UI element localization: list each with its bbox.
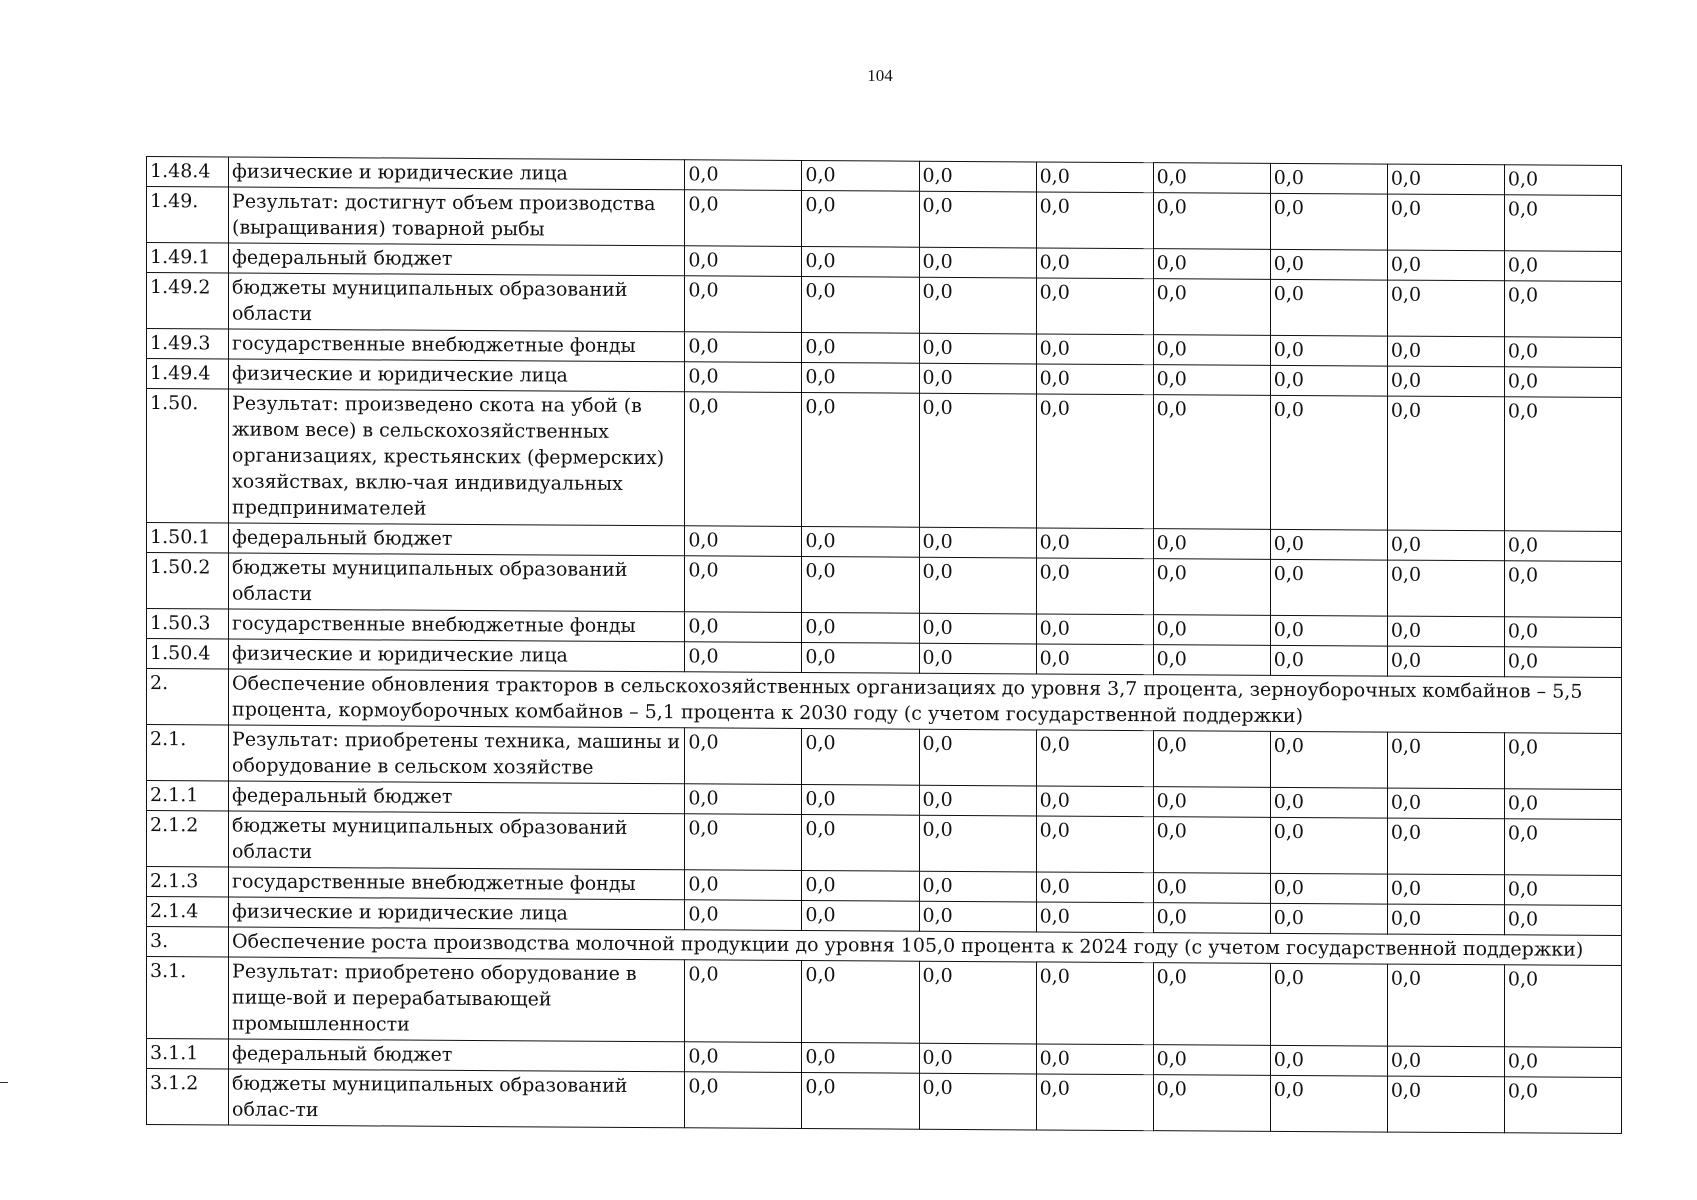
value-cell: 0,0 <box>919 815 1036 872</box>
value-cell: 0,0 <box>685 332 802 363</box>
value-cell: 0,0 <box>1153 1075 1270 1132</box>
value-cell: 0,0 <box>1504 281 1621 338</box>
value-cell: 0,0 <box>1270 249 1387 280</box>
row-name-cell: бюджеты муниципальных образований области <box>229 553 685 612</box>
value-cell: 0,0 <box>1036 902 1153 933</box>
section-title-cell: Обеспечение роста производства молочной продукции до уровня 105,0 процента к 2024 году (с учетом государственной поддержки) <box>229 927 1622 966</box>
value-cell: 0,0 <box>1270 559 1387 616</box>
value-cell: 0,0 <box>685 556 802 613</box>
value-cell: 0,0 <box>802 1073 919 1130</box>
value-cell: 0,0 <box>919 961 1036 1044</box>
value-cell: 0,0 <box>685 362 802 393</box>
value-cell: 0,0 <box>1036 872 1153 903</box>
value-cell: 0,0 <box>1504 397 1621 532</box>
table-row <box>147 273 1622 338</box>
value-cell: 0,0 <box>1387 530 1504 561</box>
value-cell: 0,0 <box>1036 644 1153 675</box>
value-cell: 0,0 <box>802 785 919 816</box>
value-cell: 0,0 <box>1387 646 1504 677</box>
value-cell: 0,0 <box>1036 730 1153 787</box>
value-cell: 0,0 <box>685 1072 802 1129</box>
value-cell: 0,0 <box>1387 366 1504 397</box>
value-cell: 0,0 <box>1270 1075 1387 1132</box>
value-cell: 0,0 <box>802 557 919 614</box>
value-cell: 0,0 <box>1504 1047 1621 1078</box>
value-cell: 0,0 <box>685 784 802 815</box>
value-cell: 0,0 <box>919 1043 1036 1074</box>
row-number-cell: 1.50.1 <box>147 523 229 554</box>
value-cell: 0,0 <box>685 1042 802 1073</box>
row-name-cell: Результат: достигнут объем производства (выращивания) товарной рыбы <box>229 187 685 246</box>
value-cell: 0,0 <box>685 526 802 557</box>
value-cell: 0,0 <box>1153 335 1270 366</box>
value-cell: 0,0 <box>802 871 919 902</box>
row-name-cell: государственные внебюджетные фонды <box>229 867 685 900</box>
value-cell: 0,0 <box>1387 250 1504 281</box>
value-cell: 0,0 <box>1270 395 1387 530</box>
table-row <box>147 725 1622 790</box>
table-row <box>147 187 1622 252</box>
value-cell: 0,0 <box>685 612 802 643</box>
value-cell: 0,0 <box>802 643 919 674</box>
value-cell: 0,0 <box>1387 560 1504 617</box>
value-cell: 0,0 <box>1153 163 1270 194</box>
row-number-cell: 2.1.3 <box>147 867 229 898</box>
row-number-cell: 3.1.1 <box>147 1039 229 1070</box>
value-cell: 0,0 <box>1270 645 1387 676</box>
value-cell: 0,0 <box>1387 164 1504 195</box>
value-cell: 0,0 <box>919 901 1036 932</box>
value-cell: 0,0 <box>919 871 1036 902</box>
value-cell: 0,0 <box>685 814 802 871</box>
row-number-cell: 1.50. <box>147 389 229 524</box>
value-cell: 0,0 <box>1153 903 1270 934</box>
row-name-cell: федеральный бюджет <box>229 523 685 556</box>
value-cell: 0,0 <box>685 160 802 191</box>
value-cell: 0,0 <box>1387 1076 1504 1133</box>
value-cell: 0,0 <box>919 393 1036 528</box>
value-cell: 0,0 <box>685 276 802 333</box>
value-cell: 0,0 <box>919 333 1036 364</box>
value-cell: 0,0 <box>802 901 919 932</box>
value-cell: 0,0 <box>1036 248 1153 279</box>
row-number-cell: 2.1.2 <box>147 811 229 868</box>
row-number-cell: 3.1. <box>147 957 229 1040</box>
value-cell: 0,0 <box>1387 194 1504 251</box>
value-cell: 0,0 <box>919 1073 1036 1130</box>
value-cell: 0,0 <box>1270 1045 1387 1076</box>
row-name-cell: физические и юридические лица <box>229 639 685 672</box>
value-cell: 0,0 <box>919 161 1036 192</box>
row-name-cell: федеральный бюджет <box>229 1039 685 1072</box>
value-cell: 0,0 <box>919 785 1036 816</box>
value-cell: 0,0 <box>1036 364 1153 395</box>
value-cell: 0,0 <box>1270 615 1387 646</box>
value-cell: 0,0 <box>919 247 1036 278</box>
value-cell: 0,0 <box>919 363 1036 394</box>
row-name-cell: Результат: произведено скота на убой (в живом весе) в сельскохозяйственных организациях, крестьянских (фермерских) хозяйствах, вклю-чая индивидуальных предпринимателей <box>229 389 685 526</box>
section-row <box>147 669 1622 734</box>
margin-mark <box>0 1082 8 1083</box>
value-cell: 0,0 <box>1036 558 1153 615</box>
value-cell: 0,0 <box>1504 561 1621 618</box>
value-cell: 0,0 <box>1270 279 1387 336</box>
value-cell: 0,0 <box>1270 817 1387 874</box>
row-number-cell: 3.1.2 <box>147 1069 229 1126</box>
value-cell: 0,0 <box>1270 335 1387 366</box>
value-cell: 0,0 <box>685 728 802 785</box>
row-number-cell: 2.1. <box>147 725 229 782</box>
value-cell: 0,0 <box>1270 163 1387 194</box>
value-cell: 0,0 <box>1153 817 1270 874</box>
value-cell: 0,0 <box>1270 529 1387 560</box>
table-body <box>147 157 1622 1134</box>
value-cell: 0,0 <box>1153 365 1270 396</box>
value-cell: 0,0 <box>919 729 1036 786</box>
value-cell: 0,0 <box>1504 195 1621 252</box>
value-cell: 0,0 <box>1270 963 1387 1046</box>
value-cell: 0,0 <box>1153 873 1270 904</box>
value-cell: 0,0 <box>802 161 919 192</box>
value-cell: 0,0 <box>685 870 802 901</box>
value-cell: 0,0 <box>1270 873 1387 904</box>
value-cell: 0,0 <box>802 527 919 558</box>
value-cell: 0,0 <box>919 613 1036 644</box>
value-cell: 0,0 <box>1387 788 1504 819</box>
value-cell: 0,0 <box>1504 875 1621 906</box>
value-cell: 0,0 <box>1153 787 1270 818</box>
value-cell: 0,0 <box>685 246 802 277</box>
value-cell: 0,0 <box>1036 394 1153 529</box>
row-name-cell: государственные внебюджетные фонды <box>229 609 685 642</box>
budget-table <box>146 156 1622 1134</box>
value-cell: 0,0 <box>802 729 919 786</box>
value-cell: 0,0 <box>1504 905 1621 936</box>
value-cell: 0,0 <box>1036 162 1153 193</box>
value-cell: 0,0 <box>1504 531 1621 562</box>
row-number-cell: 1.49.4 <box>147 359 229 390</box>
value-cell: 0,0 <box>1387 818 1504 875</box>
value-cell: 0,0 <box>1153 615 1270 646</box>
value-cell: 0,0 <box>685 642 802 673</box>
row-number-cell: 2. <box>147 669 229 726</box>
value-cell: 0,0 <box>1036 962 1153 1045</box>
page-number: 104 <box>867 66 893 85</box>
section-title-cell: Обеспечение обновления тракторов в сельскохозяйственных организациях до уровня 3,7 процента, зерноуборочных комбайнов – 5,5 процента, кормоуборочных комбайнов – 5,1 процента к 2030 году (с учетом государственной поддержки) <box>229 669 1622 734</box>
value-cell: 0,0 <box>1504 965 1621 1048</box>
value-cell: 0,0 <box>1387 616 1504 647</box>
row-name-cell: Результат: приобретено оборудование в пище-вой и перерабатывающей промышленности <box>229 957 685 1042</box>
value-cell: 0,0 <box>1036 786 1153 817</box>
value-cell: 0,0 <box>1387 1046 1504 1077</box>
value-cell: 0,0 <box>919 527 1036 558</box>
value-cell: 0,0 <box>1036 278 1153 335</box>
value-cell: 0,0 <box>1153 1045 1270 1076</box>
value-cell: 0,0 <box>1387 874 1504 905</box>
value-cell: 0,0 <box>1036 192 1153 249</box>
value-cell: 0,0 <box>802 191 919 248</box>
value-cell: 0,0 <box>1504 367 1621 398</box>
value-cell: 0,0 <box>1153 963 1270 1046</box>
table-row <box>147 957 1622 1048</box>
value-cell: 0,0 <box>1153 529 1270 560</box>
value-cell: 0,0 <box>802 613 919 644</box>
value-cell: 0,0 <box>1504 251 1621 282</box>
value-cell: 0,0 <box>1036 816 1153 873</box>
value-cell: 0,0 <box>802 277 919 334</box>
value-cell: 0,0 <box>1387 280 1504 337</box>
row-name-cell: физические и юридические лица <box>229 157 685 190</box>
value-cell: 0,0 <box>1036 1044 1153 1075</box>
value-cell: 0,0 <box>1504 647 1621 678</box>
row-name-cell: бюджеты муниципальных образований области <box>229 811 685 870</box>
table-row <box>147 553 1622 618</box>
value-cell: 0,0 <box>1387 336 1504 367</box>
value-cell: 0,0 <box>1387 904 1504 935</box>
value-cell: 0,0 <box>802 1043 919 1074</box>
row-number-cell: 1.49.2 <box>147 273 229 330</box>
row-number-cell: 1.50.4 <box>147 639 229 670</box>
value-cell: 0,0 <box>1270 903 1387 934</box>
value-cell: 0,0 <box>802 363 919 394</box>
row-number-cell: 1.50.2 <box>147 553 229 610</box>
value-cell: 0,0 <box>1153 731 1270 788</box>
value-cell: 0,0 <box>802 393 919 528</box>
value-cell: 0,0 <box>1504 819 1621 876</box>
value-cell: 0,0 <box>1153 645 1270 676</box>
row-number-cell: 2.1.4 <box>147 897 229 928</box>
row-name-cell: бюджеты муниципальных образований области <box>229 273 685 332</box>
row-name-cell: федеральный бюджет <box>229 243 685 276</box>
value-cell: 0,0 <box>919 191 1036 248</box>
value-cell: 0,0 <box>1036 614 1153 645</box>
value-cell: 0,0 <box>1270 787 1387 818</box>
value-cell: 0,0 <box>685 392 802 527</box>
row-number-cell: 1.48.4 <box>147 157 229 188</box>
row-name-cell: Результат: приобретены техника, машины и оборудование в сельском хозяйстве <box>229 725 685 784</box>
value-cell: 0,0 <box>919 643 1036 674</box>
row-number-cell: 1.49. <box>147 187 229 244</box>
value-cell: 0,0 <box>1036 1074 1153 1131</box>
value-cell: 0,0 <box>1387 396 1504 531</box>
value-cell: 0,0 <box>919 557 1036 614</box>
value-cell: 0,0 <box>802 333 919 364</box>
value-cell: 0,0 <box>1504 733 1621 790</box>
value-cell: 0,0 <box>685 960 802 1043</box>
value-cell: 0,0 <box>1504 617 1621 648</box>
table-row <box>147 1069 1622 1134</box>
value-cell: 0,0 <box>685 900 802 931</box>
row-name-cell: физические и юридические лица <box>229 897 685 930</box>
value-cell: 0,0 <box>1504 337 1621 368</box>
value-cell: 0,0 <box>1387 732 1504 789</box>
row-name-cell: бюджеты муниципальных образований облас-ти <box>229 1069 685 1128</box>
row-name-cell: физические и юридические лица <box>229 359 685 392</box>
table-row <box>147 389 1622 532</box>
value-cell: 0,0 <box>1036 528 1153 559</box>
value-cell: 0,0 <box>1153 279 1270 336</box>
value-cell: 0,0 <box>1270 193 1387 250</box>
value-cell: 0,0 <box>1504 1077 1621 1134</box>
value-cell: 0,0 <box>802 247 919 278</box>
row-number-cell: 1.49.1 <box>147 243 229 274</box>
row-name-cell: государственные внебюджетные фонды <box>229 329 685 362</box>
row-number-cell: 1.50.3 <box>147 609 229 640</box>
value-cell: 0,0 <box>1270 365 1387 396</box>
row-number-cell: 2.1.1 <box>147 781 229 812</box>
value-cell: 0,0 <box>1153 395 1270 530</box>
value-cell: 0,0 <box>802 961 919 1044</box>
row-name-cell: федеральный бюджет <box>229 781 685 814</box>
value-cell: 0,0 <box>1153 193 1270 250</box>
value-cell: 0,0 <box>1036 334 1153 365</box>
row-number-cell: 1.49.3 <box>147 329 229 360</box>
value-cell: 0,0 <box>1504 165 1621 196</box>
table-row <box>147 811 1622 876</box>
value-cell: 0,0 <box>1153 249 1270 280</box>
value-cell: 0,0 <box>1387 964 1504 1047</box>
value-cell: 0,0 <box>685 190 802 247</box>
row-number-cell: 3. <box>147 927 229 958</box>
value-cell: 0,0 <box>1504 789 1621 820</box>
value-cell: 0,0 <box>1153 559 1270 616</box>
value-cell: 0,0 <box>1270 731 1387 788</box>
value-cell: 0,0 <box>919 277 1036 334</box>
value-cell: 0,0 <box>802 815 919 872</box>
